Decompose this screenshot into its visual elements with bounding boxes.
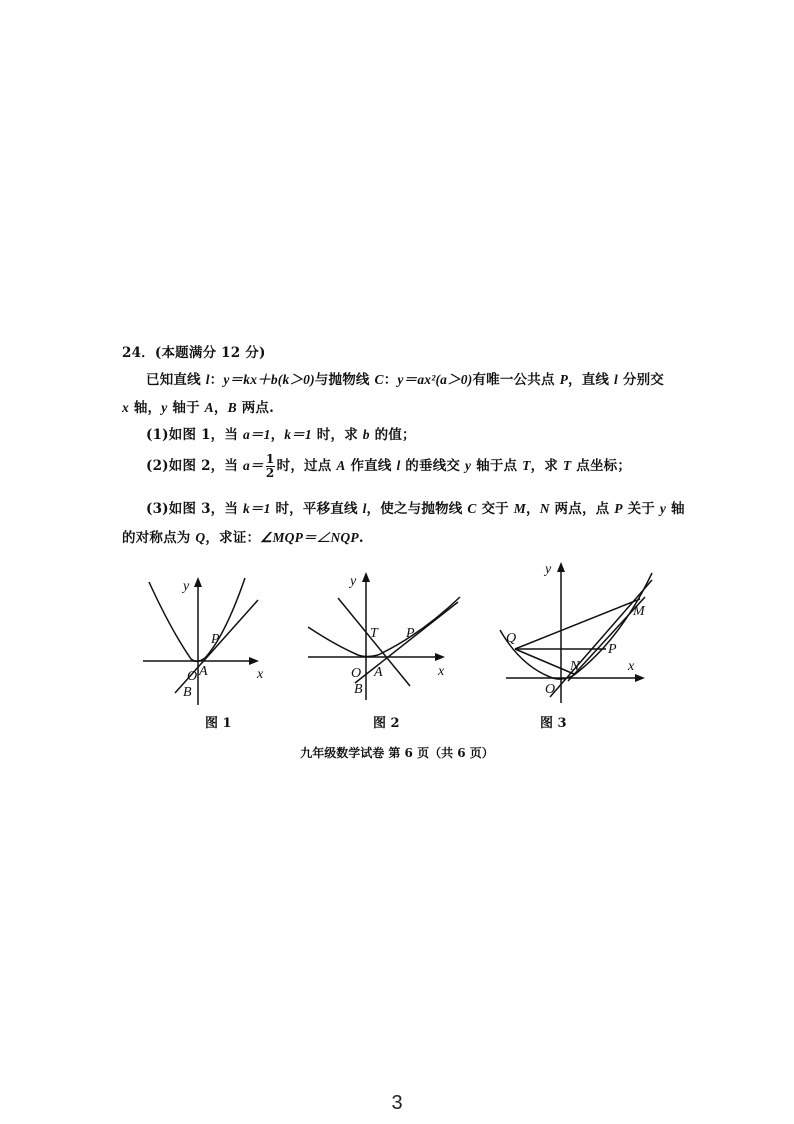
parabola-curve xyxy=(308,597,460,657)
label-y: y xyxy=(545,562,552,577)
label-N: N xyxy=(570,659,580,674)
page-footer: 九年级数学试卷 第 6 页（共 6 页） xyxy=(300,746,494,760)
page-number: 3 xyxy=(391,1092,403,1114)
label-T: T xyxy=(370,626,378,641)
label-y: y xyxy=(350,574,357,589)
figure-3-diagram xyxy=(490,555,655,705)
label-O: O xyxy=(187,669,198,684)
figure-2-diagram xyxy=(300,565,465,705)
label-A: A xyxy=(199,664,208,679)
question-stem-line-1: 已知直线 l：y＝kx＋b(k＞0)与抛物线 C：y＝ax²(a＞0)有唯一公共点 P，直线 l 分别交 xyxy=(146,372,664,388)
label-P: P xyxy=(211,632,220,647)
label-P: P xyxy=(608,642,617,657)
figure-1-diagram xyxy=(135,570,275,710)
figure-3-caption: 图 3 xyxy=(540,716,567,731)
x-axis-arrow-icon xyxy=(635,674,645,682)
label-M: M xyxy=(633,604,645,619)
question-part-2: (2)如图 2，当 a＝ $\frac{1}{2}$ 时，过点 A 作直线 l 的垂线交 y 轴于点 T，求 T 点坐标； xyxy=(146,452,632,480)
label-O: O xyxy=(351,666,362,681)
x-axis-arrow-icon xyxy=(249,657,259,665)
label-A: A xyxy=(374,665,383,680)
line-equation: y＝kx＋b(k＞0) xyxy=(223,372,315,387)
label-x: x xyxy=(628,659,635,674)
fraction-one-half: $\frac{1}{2}$ xyxy=(265,452,275,480)
angle-equation: ∠MQP＝∠NQP xyxy=(260,530,359,545)
label-P: P xyxy=(406,626,415,641)
question-stem-line-2: x 轴，y 轴于 A，B 两点. xyxy=(122,400,275,416)
question-part-1: (1)如图 1，当 a＝1，k＝1 时，求 b 的值； xyxy=(146,427,416,443)
x-axis-arrow-icon xyxy=(435,653,445,661)
label-O: O xyxy=(545,682,556,697)
parabola-curve xyxy=(149,578,245,661)
y-axis-arrow-icon xyxy=(194,577,202,587)
label-x: x xyxy=(257,667,264,682)
label-B: B xyxy=(183,685,192,700)
question-part-3-line-1: (3)如图 3，当 k＝1 时，平移直线 l，使之与抛物线 C 交于 M，N 两点，点 P 关于 y 轴 xyxy=(146,501,685,517)
y-axis-arrow-icon xyxy=(362,572,370,582)
label-y: y xyxy=(183,579,190,594)
figure-2-caption: 图 2 xyxy=(373,716,400,731)
label-x: x xyxy=(438,664,445,679)
question-part-3-line-2: 的对称点为 Q，求证：∠MQP＝∠NQP. xyxy=(122,530,364,546)
y-axis-arrow-icon xyxy=(557,562,565,572)
figure-1-caption: 图 1 xyxy=(205,716,232,731)
label-Q: Q xyxy=(506,631,517,646)
parabola-equation: y＝ax²(a＞0) xyxy=(397,372,473,387)
question-heading: 24．(本题满分 12 分) xyxy=(122,345,266,361)
label-B: B xyxy=(354,682,363,697)
